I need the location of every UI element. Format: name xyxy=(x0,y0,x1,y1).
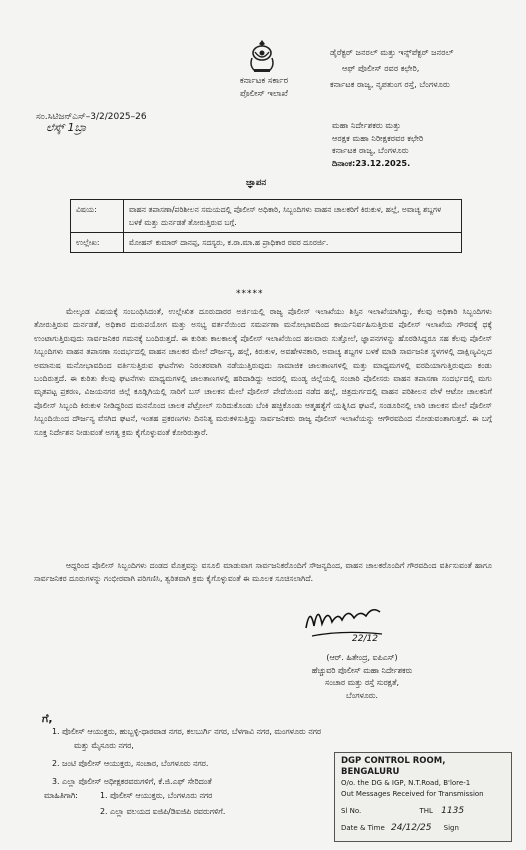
recipient-item: 3. ಎಲ್ಲಾ ಪೊಲೀಸ್ ಅಧೀಕ್ಷಕರವರುಗಳಿಗೆ, ಕೆ.ಜಿ.ಎಫ್ ಸೇರಿದಂತೆ xyxy=(52,777,212,786)
stamp-sl-label: Sl No. xyxy=(341,807,362,815)
reference-text: ಮೋಹನ್ ಕುಮಾರ್ ದಾನಪ್ಪ, ಸದಸ್ಯರು, ಕ.ರಾ.ಮಾ.ಹ ಪ್ರಾಧಿಕಾರ ರವರ ದೂರರ್ಜಿ. xyxy=(124,233,462,253)
signatory-location: ಬೆಂಗಳೂರು. xyxy=(346,690,378,700)
separator: ***** xyxy=(236,289,264,299)
stamp-thl-label: THL xyxy=(419,807,433,815)
recipient-item: ಮತ್ತು ಮೈಸೂರು ನಗರ, xyxy=(74,741,134,750)
stamp-address: O/o. the DG & IGP, N.T.Road, B'lore-1 xyxy=(341,779,471,787)
office-line: ಮಹಾ ನಿರ್ದೇಶಕರು ಮತ್ತು xyxy=(332,120,401,130)
reference-number: ಸಂ.ಸಿಟಿಜನ್‌ಎಸ್–3/2/2025–26 xyxy=(36,112,147,122)
signatory-designation: ಸಂಚಾರ ಮತ್ತು ರಸ್ತೆ ಸುರಕ್ಷತೆ, xyxy=(325,678,399,687)
subject-table xyxy=(70,199,462,253)
office-heading-line: ಡೈರೆಕ್ಟರ್ ಜನರಲ್ ಮತ್ತು ಇನ್ಸ್‌ಪೆಕ್ಟರ್ ಜನರಲ್ xyxy=(330,47,454,57)
signatory-designation: ಹೆಚ್ಚುವರಿ ಪೊಲೀಸ್ ಮಹಾ ನಿರ್ದೇಶಕರು xyxy=(311,665,413,675)
body-paragraph: ಮೇಲ್ಕಂಡ ವಿಷಯಕ್ಕೆ ಸಂಬಂಧಿಸಿದಂತೆ, ಉಲ್ಲೇಖಿತ ದೂರುದಾರರ ಅರ್ಜಿಯಲ್ಲಿ ರಾಜ್ಯ ಪೊಲೀಸ್ ಇಲಾಖೆಯು ಶಿಸ್ತಿನ ಇಲಾಖೆಯಾಗಿದ್ದು, ಕೆಲವು ಅಧಿಕಾರಿ ಸಿಬ್ಬಂದಿಗಳು ತೋರುತ್ತಿರುವ ದುರ್ನಡತೆ, ಅಧಿಕಾರ ದುರುಪಯೋಗ ಮತ್ತು ಅಸಭ್ಯ ವರ್ತನೆಯಿಂದ ಸಮರ್ಪಣಾ ಮನೋಭಾವದಿಂದ ಕಾರ್ಯನಿರ್ವಹಿಸುತ್ತಿರುವ ಪೊಲೀಸ್ ಇಲಾಖೆಯ ಗೌರವಕ್ಕೆ ಧಕ್ಕೆ ಉಂಟಾಗುತ್ತಿರುವುದು ಸಾರ್ವಜನಿಕರ ಗಮನಕ್ಕೆ ಬಂದಿರುತ್ತದೆ. ಈ ಕುರಿತು ಕಾಲಕಾಲಕ್ಕೆ ಪೊಲೀಸ್ ಇಲಾಖೆಯಿಂದ ಹಲವಾರು ಸುತ್ತೋಲೆ, ಜ್ಞಾಪನಗಳನ್ನು ಹೊರಡಿಸಿದ್ದರೂ ಸಹ ಕೆಲವು ಪೊಲೀಸ್ ಸಿಬ್ಬಂದಿಗಳು ವಾಹನ ತಪಾಸಣಾ ಸಂದರ್ಭದಲ್ಲಿ ವಾಹನ ಚಾಲಕರ ಮೇಲೆ ದೌರ್ಜನ್ಯ, ಹಲ್ಲೆ, ಕಿರುಕುಳ, ಅವಹೇಳನಕಾರಿ, ಅವಾಚ್ಯ ಶಬ್ದಗಳ ಬಳಕೆ ಮಾಡಿ ಸಾರ್ವಜನಿಕ ಸ್ಥಳಗಳಲ್ಲಿ ದಾಕ್ಷಿಣ್ಯವಿಲ್ಲದ ಅಮಾನುಷ ಮನೋಭಾವದಿಂದ ವರ್ತಿಸುತ್ತಿರುವ ಘಟನೆಗಳು ನಿರಂತರವಾಗಿ ನಡೆಯುತ್ತಿರುವುದು ಸಾಮಾಜಿಕ ಜಾಲತಾಣಗಳಲ್ಲಿ ಮತ್ತು ಮಾಧ್ಯಮಗಳಲ್ಲಿ ವರದಿಯಾಗುತ್ತಿರುವುದು ಕಂಡು ಬಂದಿರುತ್ತದೆ. ಈ ಕುರಿತು ಕೆಲವು ಘಟನೆಗಳು ಮಾಧ್ಯಮಗಳಲ್ಲಿ ಜಾಲತಾಣಗಳಲ್ಲಿ ಹರಿದಾಡಿದ್ದು ಅದರಲ್ಲಿ ಮಂಡ್ಯ ಜಿಲ್ಲೆಯಲ್ಲಿ ಸಂಚಾರಿ ಪೊಲೀಸರು ವಾಹನ ತಪಾಸಣಾ ಸಂದರ್ಭದಲ್ಲಿ ಮಗು ಮೃತಪಟ್ಟ ಪ್ರಕರಣ, ವಿಜಯನಗರ ಜಿಲ್ಲೆ ಕೂಡ್ಲಿಗಿಯಲ್ಲಿ ಸಾರಿಗೆ ಬಸ್ ಚಾಲಕನ ಮೇಲೆ ಪೊಲೀಸ್ ಪೇದೆಯಿಂದ ನಡೆದ ಹಲ್ಲೆ, ಚಿತ್ರದುರ್ಗದಲ್ಲಿ ವಾಹನ ಪರಿಶೀಲನ ವೇಳೆ ಆಟೋ ಚಾಲಕನಿಗೆ ಪೊಲೀಸ್ ಸಿಬ್ಬಂದಿ ಕಿರುಕುಳ ನೀಡಿದ್ದರಿಂದ ಮನನೊಂದ ಚಾಲಕ ಪೆಟ್ರೋಲ್ ಸುರಿದುಕೊಂಡು ಬೆಂಕಿ ಹಚ್ಚಿಕೊಂಡು ಆತ್ಮಹತ್ಯೆಗೆ ಯತ್ನಿಸಿದ ಘಟನೆ, ಸಂಡೂರಿನಲ್ಲಿ ಲಾರಿ ಚಾಲಕನ ಮೇಲೆ ಪೊಲೀಸ್ ಸಿಬ್ಬಂದಿಯಿಂದ ದೌರ್ಜನ್ಯ ವೆಸಗಿದ ಘಟನೆ, ಇಂತಹ ಪ್ರಕರಣಗಳು ದಿನನಿತ್ಯ ಮರುಕಳಿಸುತ್ತಿದ್ದು ಸಾರ್ವಜನಿಕರು ರಾಜ್ಯ ಪೊಲೀಸ್ ಇಲಾಖೆಯನ್ನು ಆಗೌರವದಿಂದ ನೋಡುವಂತಾಗುತ್ತದೆ. ಈ ಬಗ್ಗೆ ಸೂಕ್ತ ನಿರ್ದೇಶನ ನೀಡುವಂತೆ ಅಗತ್ಯ ಕ್ರಮ ಕೈಗೊಳ್ಳುವಂತೆ ಕೋರಿರುತ್ತಾರೆ. xyxy=(34,307,492,437)
stamp-thl-value: 1135 xyxy=(441,806,465,816)
info-label: ಮಾಹಿತಿಗಾಗಿ: xyxy=(44,791,78,800)
info-recipient: 1. ಪೊಲೀಸ್ ಆಯುಕ್ತರು, ಬೆಂಗಳೂರು ನಗರ xyxy=(100,791,213,800)
office-address xyxy=(332,119,423,169)
stamp-sign-label: Sign xyxy=(443,824,459,832)
notice-title: ಜ್ಞಾಪನ xyxy=(246,178,267,188)
office-heading-line: ಕರ್ನಾಟಕ ರಾಜ್ಯ, ನೃಪತುಂಗ ರಸ್ತೆ, ಬೆಂಗಳೂರು xyxy=(330,79,450,89)
stamp-title: DGP CONTROL ROOM, BENGALURU xyxy=(341,756,446,777)
signature-date: 22/12 xyxy=(352,634,378,644)
signatory-name: (ಆರ್. ಹಿತೇಂದ್ರ, ಐಪಿಎಸ್) xyxy=(326,653,398,662)
recipient-item: 2. ಜಂಟಿ ಪೊಲೀಸ್ ಆಯುಕ್ತರು, ಸಂಚಾರ, ಬೆಂಗಳೂರು ನಗರ. xyxy=(52,759,209,768)
info-recipient: 2. ಎಲ್ಲಾ ವಲಯದ ಐಜಿಪಿ/ಡಿಐಜಿಪಿ ರವರುಗಳಿಗೆ. xyxy=(100,807,226,816)
body-paragraph: ಆದ್ದರಿಂದ ಪೊಲೀಸ್ ಸಿಬ್ಬಂದಿಗಳು ದಂಡದ ಮೊತ್ತವನ್ನು ವಸೂಲಿ ಮಾಡುವಾಗ ಸಾರ್ವಜನಿಕರೊಂದಿಗೆ ಸೌಜನ್ಯದಿಂದ, ವಾಹನ ಚಾಲಕರೊಂದಿಗೆ ಗೌರವದಿಂದ ವರ್ತಿಸುವಂತೆ ಹಾಗೂ ಸಾರ್ವಜನಿಕರ ದೂರುಗಳನ್ನು ಗಂಭೀರವಾಗಿ ಪರಿಗಣಿಸಿ, ತ್ವರಿತವಾಗಿ ಕ್ರಮ ಕೈಗೊಳ್ಳುವಂತೆ ಈ ಮೂಲಕ ಸೂಚಿಸಲಾಗಿದೆ. xyxy=(34,561,492,584)
control-room-stamp xyxy=(334,752,512,842)
handwritten-initials: ಲೆಸ್ಕ್ 1ಬ್ರಾ xyxy=(46,121,87,134)
state-emblem-icon xyxy=(246,38,278,74)
stamp-date-value: 24/12/25 xyxy=(391,823,432,833)
to-label: ಗೆ, xyxy=(42,712,53,725)
reference-label: ಉಲ್ಲೇಖ: xyxy=(71,233,124,253)
issue-date: ದಿನಾಂಕ:23.12.2025. xyxy=(332,157,411,168)
recipient-item: 1. ಪೊಲೀಸ್ ಆಯುಕ್ತರು, ಹುಬ್ಬಳ್ಳಿ-ಧಾರವಾಡ ನಗರ, ಕಲಬುರ್ಗಿ ನಗರ, ಬೆಳಗಾವಿ ನಗರ, ಮಂಗಳೂರು ನಗರ xyxy=(52,727,322,736)
govt-name: ಕರ್ನಾಟಕ ಸರ್ಕಾರ xyxy=(239,76,289,86)
subject-label: ವಿಷಯ: xyxy=(71,200,124,233)
office-line: ಕರ್ನಾಟಕ ರಾಜ್ಯ, ಬೆಂಗಳೂರು xyxy=(332,145,409,155)
stamp-date-label: Date & Time xyxy=(341,824,385,832)
subject-text: ವಾಹನ ತಪಾಸಣಾ/ಪರಿಶೀಲನ ಸಮಯದಲ್ಲಿ ಪೊಲೀಸ್ ಅಧಿಕಾರಿ, ಸಿಬ್ಬಂದಿಗಳು ವಾಹನ ಚಾಲಕರಿಗೆ ಕಿರುಕುಳ, ಹಲ್ಲೆ, ಅವಾಚ್ಯ ಶಬ್ದಗಳ ಬಳಕೆ ಮತ್ತು ದುರ್ನಡತೆ ತೋರುತ್ತಿರುವ ಬಗ್ಗೆ. xyxy=(124,200,462,233)
stamp-note: Out Messages Received for Transmission xyxy=(341,790,484,798)
signatory-block xyxy=(292,652,432,702)
office-line: ಆರಕ್ಷಕ ಮಹಾ ನಿರೀಕ್ಷಕರವರ ಕಛೇರಿ xyxy=(332,132,424,143)
office-heading-line: ಆಫ್ ಪೊಲೀಸ್ ರವರ ಕಛೇರಿ, xyxy=(342,63,420,73)
department-name: ಪೊಲೀಸ್ ಇಲಾಖೆ xyxy=(240,89,288,99)
signature-icon xyxy=(302,598,392,648)
